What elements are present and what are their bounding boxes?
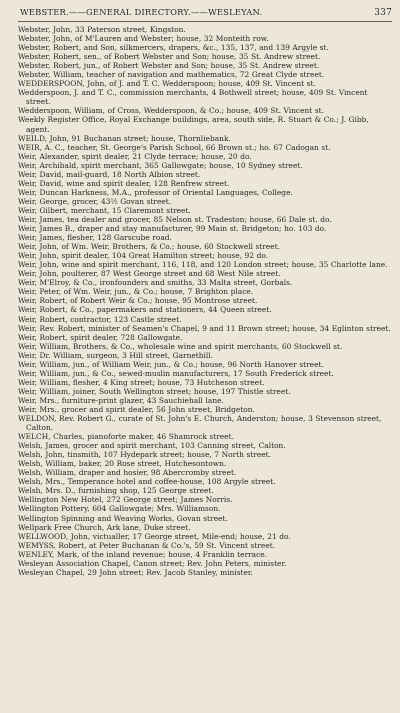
directory-entry: Weir, George, grocer, 43½ Govan street. — [18, 196, 172, 206]
directory-entry: Webster, Robert, jun., of Robert Webster and Son; house, 35 St. Andrew street. — [18, 61, 320, 71]
directory-entry: WEMYSS, Robert, at Peter Buchanan & Co.'s, 59 St. Vincent street. — [18, 540, 276, 550]
directory-entry: Weir, William, Brothers, & Co., wholesale wine and spirit merchants, 60 Stockwell st. — [18, 341, 343, 351]
directory-entry: Wedderspoon, William, of Cross, Wedderspoon, & Co.; house, 409 St. Vincent st. — [18, 106, 324, 116]
directory-entry: Wellington New Hotel, 272 George street; James Norris. — [18, 495, 233, 505]
directory-entry: WELDON, Rev. Robert G., curate of St. John's E. Church, Anderston; house, 3 Stevenson street, Calton. — [18, 414, 382, 433]
directory-entry: Webster, William, teacher of navigation and mathematics, 72 Great Clyde street. — [18, 70, 325, 80]
directory-entry: Weir, Rev. Robert, minister of Seamen's Chapel, 9 and 11 Brown street; house, 34 Eglinton street. — [18, 323, 391, 333]
directory-entry: Weir, Robert, contractor, 123 Castle street. — [18, 314, 182, 324]
directory-entry: Weir, John, wine and spirit merchant, 116, 118, and 120 London street; house, 35 Charlotte lane. — [18, 260, 388, 270]
directory-entry: Wellington Spinning and Weaving Works, Govan street. — [18, 513, 228, 523]
directory-entry: WEIR, A. C., teacher, St. George's Parish School, 66 Brown st.; ho. 67 Cadogan st. — [18, 142, 331, 152]
directory-entry: Weir, Mrs., grocer and spirit dealer, 56 John street, Bridgeton. — [18, 404, 255, 414]
directory-entry: Weir, John, spirit dealer, 104 Great Hamilton street; house, 92 do. — [18, 251, 269, 261]
directory-entry: WEILD, John, 91 Buchanan street; house, Thornliebank. — [18, 133, 231, 143]
running-head-title: WEBSTER.——GENERAL DIRECTORY.——WESLEYAN. — [20, 7, 263, 17]
directory-entry: Weir, Robert, spirit dealer, 728 Gallowgate. — [18, 332, 183, 342]
header-rule — [18, 21, 392, 22]
running-head — [18, 7, 392, 19]
directory-entry: Wesleyan Association Chapel, Canon street; Rev. John Peters, minister. — [18, 558, 287, 568]
directory-entry: Weir, William, jun., of William Weir, jun., & Co.; house, 96 North Hanover street. — [18, 359, 324, 369]
page-number: 337 — [374, 8, 392, 18]
directory-entry: Weir, James, tea dealer and grocer, 85 Nelson st. Tradeston; house, 66 Dale st. do. — [18, 214, 332, 224]
directory-entry: Wesleyan Chapel, 29 John street; Rev. Jacob Stanley, minister. — [18, 567, 254, 577]
directory-entry: Welsh, William, baker, 20 Rose street, Hutchesontown. — [18, 459, 227, 469]
directory-entry: Weir, David, wine and spirit dealer, 128 Renfrew street. — [18, 178, 230, 188]
directory-entry: Webster, Robert, sen., of Robert Webster and Son; house, 35 St. Andrew street. — [18, 52, 321, 62]
directory-entry: Weir, Duncan Harkness, M.A., professor of Oriental Languages, College. — [18, 187, 293, 197]
directory-entry: Weir, Alexander, spirit dealer, 21 Clyde terrace; house, 20 do. — [18, 151, 252, 161]
directory-entry: Webster, John, of M'Lauren and Webster; house, 32 Monteith row. — [18, 34, 269, 44]
directory-entry: Weir, William, flesher, 4 King street; house, 73 Hutcheson street. — [18, 377, 265, 387]
directory-entry: Weir, Archibald, spirit merchant, 365 Gallowgate; house, 10 Sydney street. — [18, 160, 303, 170]
directory-entry: Welsh, William, draper and hosier, 98 Abercromby street. — [18, 468, 237, 478]
directory-entry: Weir, Dr. William, surgeon, 3 Hill street, Garnethill. — [18, 350, 214, 360]
directory-entry: Welsh, John, tinsmith, 107 Hydepark street; house, 7 North street. — [18, 450, 271, 460]
directory-entry: WELCH, Charles, pianoforte maker, 46 Shamrock street. — [18, 432, 234, 442]
directory-entry: Weir, William, jun., & Co., sewed-muslin manufacturers, 17 South Frederick street. — [18, 368, 334, 378]
directory-entry: Webster, Robert, and Son, silkmercers, drapers, &c., 135, 137, and 139 Argyle st. — [18, 43, 329, 53]
directory-entry: Weir, James, flesher, 128 Garscube road. — [18, 233, 172, 243]
directory-entry: Weir, Robert, & Co., papermakers and stationers, 44 Queen street. — [18, 305, 272, 315]
directory-entry: Webster, John, 33 Paterson street, Kingston. — [18, 25, 186, 34]
directory-entry: Weir, William, joiner, South Wellington street; house, 197 Thistle street. — [18, 386, 291, 396]
directory-entry: Weekly Register Office, Royal Exchange buildings, area, south side, R. Stuart & Co.; J. Gibb, agent. — [18, 115, 369, 134]
directory-entry: WENLEY, Mark, of the inland revenue; house, 4 Franklin terrace. — [18, 549, 268, 559]
directory-entry: Weir, M'Elroy, & Co., ironfounders and smiths, 33 Malta street, Gorbals. — [18, 278, 293, 288]
directory-entry: Weir, Peter, of Wm. Weir, jun., & Co.; house, 7 Brighton place. — [18, 287, 254, 297]
directory-entry: Weir, John, poulterer, 87 West George street and 68 West Nile street. — [18, 269, 281, 279]
directory-entry: Weir, Mrs., furniture-print glazer, 43 Sauchiehall lane. — [18, 395, 224, 405]
directory-entry: Welsh, James, grocer and spirit merchant, 103 Canning street, Calton. — [18, 441, 286, 451]
directory-entry: Weir, David, mail-guard, 18 North Albion street. — [18, 169, 201, 179]
directory-entry: Weir, Gilbert, merchant, 15 Claremont street. — [18, 205, 191, 215]
directory-entry: WEDDERSPOON, John, of J. and T. C. Wedderspoon; house, 409 St. Vincent st. — [18, 79, 316, 89]
directory-entry: Weir, James B., draper and stay manufacturer, 99 Main st. Bridgeton; ho. 103 do. — [18, 224, 327, 234]
directory-entry: WELLWOOD, John, victualler, 17 George street, Mile-end; house, 21 do. — [18, 531, 291, 541]
directory-entries — [18, 25, 392, 577]
directory-entry: Welsh, Mrs., Temperance hotel and coffee-house, 108 Argyle street. — [18, 477, 276, 487]
directory-entry: Wellpark Free Church, Ark lane, Duke street. — [18, 522, 191, 532]
directory-entry: Welsh, Mrs. D., furnishing shop, 125 George street. — [18, 486, 214, 496]
directory-entry: Weir, Robert, of Robert Weir & Co.; house, 95 Montrose street. — [18, 296, 258, 306]
directory-entry: Wedderspoon, J. and T. C., commission merchants, 4 Bothwell street; house, 409 St. Vincent street. — [18, 88, 368, 107]
directory-entry: Weir, John, of Wm. Weir, Brothers, & Co.; house, 60 Stockwell street. — [18, 242, 281, 252]
directory-entry: Wellington Pottery, 604 Gallowgate; Mrs. Williamson. — [18, 504, 221, 514]
